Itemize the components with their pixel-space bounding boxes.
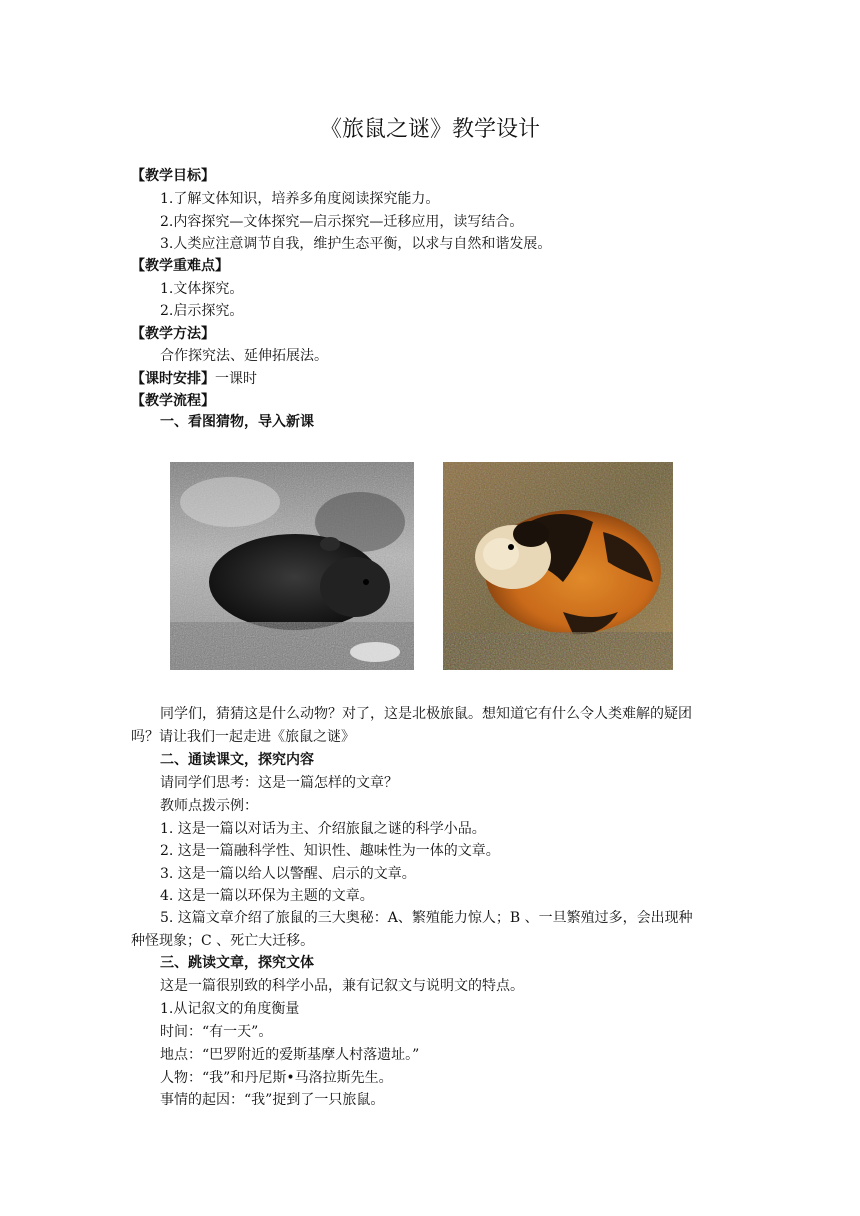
process-heading: 【教学流程】 (131, 393, 215, 409)
section3-time: 时间：“有一天”。 (160, 1024, 273, 1040)
grayscale-lemming-photo (170, 462, 414, 670)
key-point-item-1: 1.文体探究。 (160, 281, 244, 297)
section3-place: 地点：“巴罗附近的爱斯基摩人村落遗址。” (160, 1047, 420, 1063)
schedule-heading: 【课时安排】 (131, 371, 215, 387)
section3-heading: 三、跳读文章，探究文体 (160, 955, 314, 971)
page-title: 《旅鼠之谜》教学设计 (319, 117, 540, 142)
section2-item-3: 3. 这是一篇以给人以警醒、启示的文章。 (160, 866, 416, 882)
schedule-text: 一课时 (215, 371, 257, 387)
section2-item-1: 1. 这是一篇以对话为主、介绍旅鼠之谜的科学小品。 (160, 821, 486, 837)
section2-item-2: 2. 这是一篇融科学性、知识性、趣味性为一体的文章。 (160, 843, 500, 859)
section2-item-5-line2: 种怪现象；C 、死亡大迁移。 (131, 933, 315, 949)
methods-heading: 【教学方法】 (131, 326, 215, 342)
objective-item-2: 2.内容探究—文体探究—启示探究—迁移应用，读写结合。 (160, 214, 524, 230)
section1-paragraph-line2: 吗？请让我们一起走进《旅鼠之谜》 (131, 729, 355, 745)
section3-people: 人物：“我”和丹尼斯•马洛拉斯先生。 (160, 1070, 393, 1086)
section3-cause: 事情的起因：“我”捉到了一只旅鼠。 (160, 1092, 385, 1108)
section2-heading: 二、通读课文，探究内容 (160, 752, 314, 768)
section1-heading: 一、看图猜物，导入新课 (160, 414, 314, 430)
schedule-line (131, 369, 257, 389)
section2-hint: 教师点拨示例： (160, 798, 258, 814)
color-lemming-photo (443, 462, 673, 670)
section1-paragraph-line1: 同学们，猜猜这是什么动物？对了，这是北极旅鼠。想知道它有什么令人类难解的疑团 (160, 706, 692, 722)
objective-item-1: 1.了解文体知识，培养多角度阅读探究能力。 (160, 191, 440, 207)
section2-item-4: 4. 这是一篇以环保为主题的文章。 (160, 888, 374, 904)
key-point-item-2: 2.启示探究。 (160, 303, 244, 319)
objective-item-3: 3.人类应注意调节自我，维护生态平衡，以求与自然和谐发展。 (160, 236, 552, 252)
section3-intro: 这是一篇很别致的科学小品，兼有记叙文与说明文的特点。 (160, 978, 524, 994)
section3-sub1: 1.从记叙文的角度衡量 (160, 1001, 300, 1017)
methods-text: 合作探究法、延伸拓展法。 (160, 348, 328, 364)
section2-item-5-line1: 5. 这篇文章介绍了旅鼠的三大奥秘：A、繁殖能力惊人；B 、一旦繁殖过多，会出现种 (160, 910, 693, 926)
key-points-heading: 【教学重难点】 (131, 258, 229, 274)
section2-question: 请同学们思考：这是一篇怎样的文章？ (160, 775, 398, 791)
objectives-heading: 【教学目标】 (131, 168, 215, 184)
